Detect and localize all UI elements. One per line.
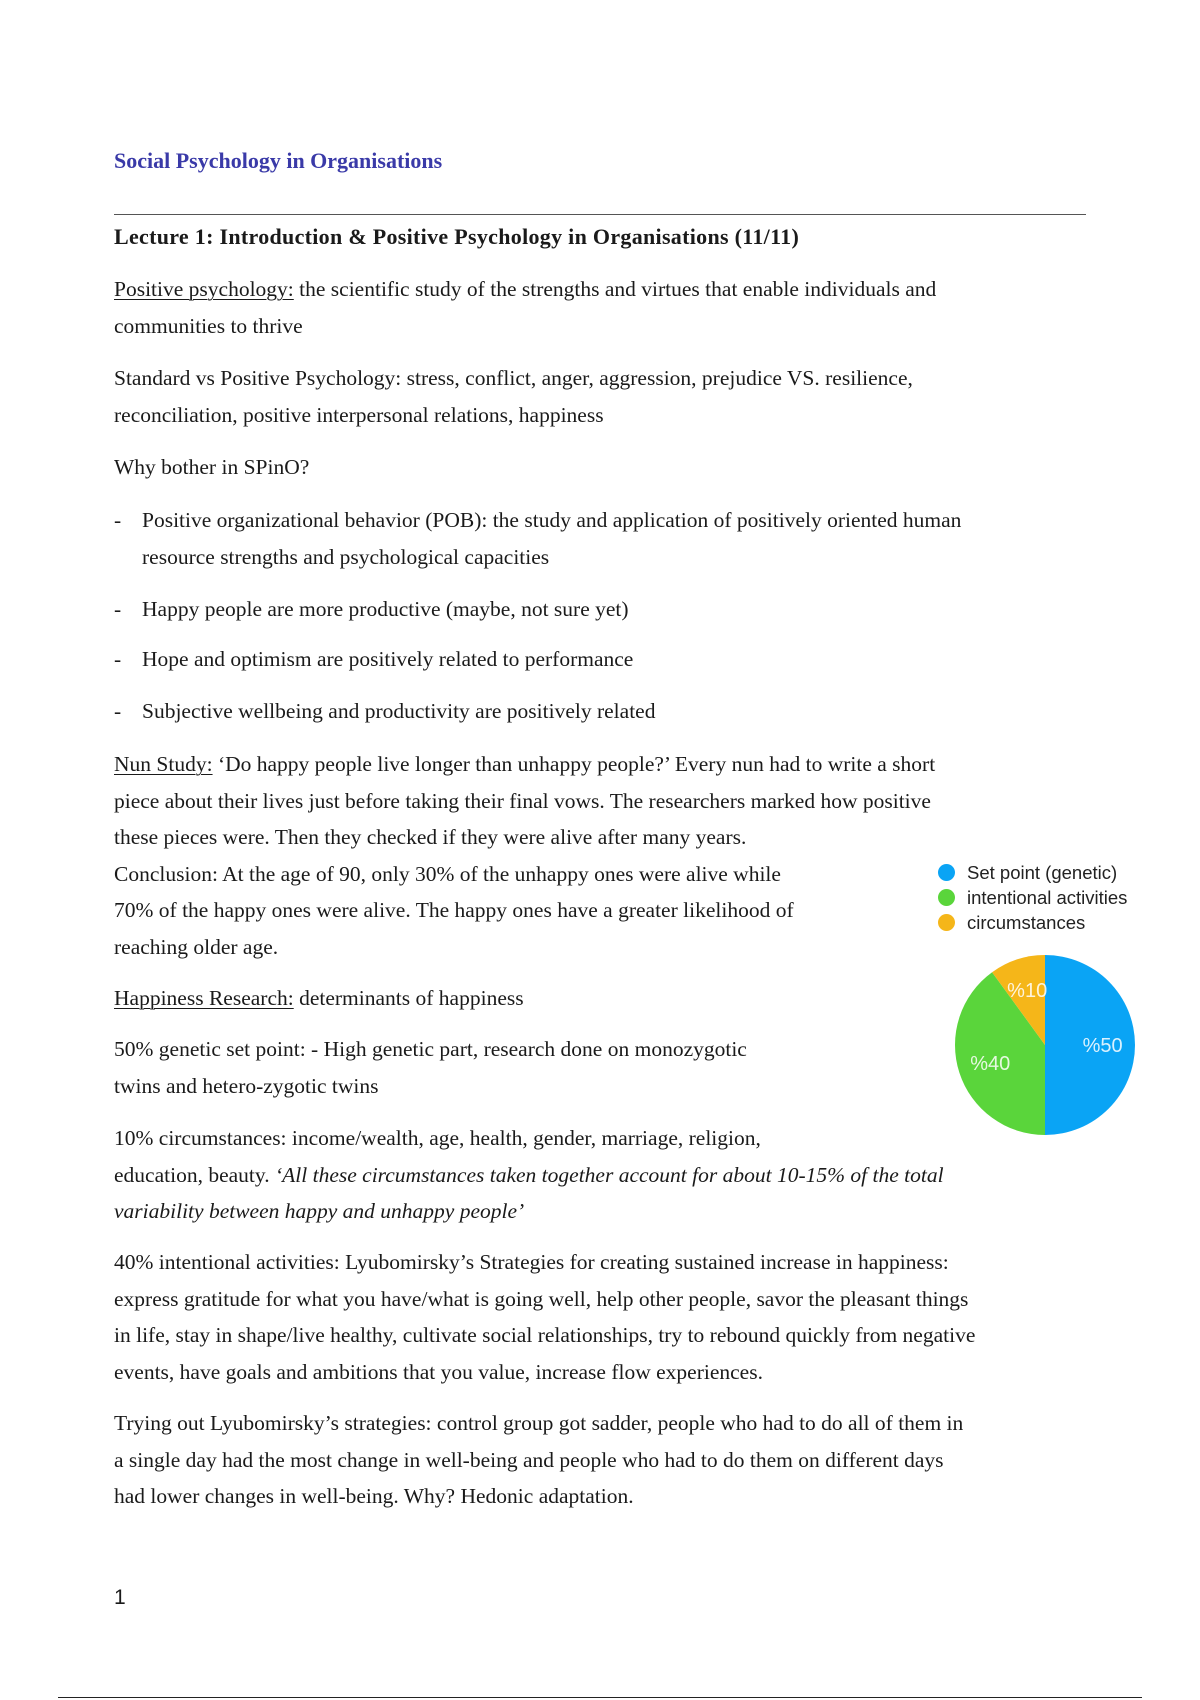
lecture-heading: Lecture 1: Introduction & Positive Psychology in Organisations (11/11) bbox=[114, 224, 800, 249]
trying-out-paragraph bbox=[114, 1405, 963, 1515]
happiness-pie-chart bbox=[950, 950, 1140, 1140]
pie-slice-label: %50 bbox=[1082, 1035, 1123, 1057]
legend-item bbox=[938, 860, 1127, 885]
positive-psychology-definition-cont: communities to thrive bbox=[114, 313, 303, 338]
intentional-activities-paragraph bbox=[114, 1244, 975, 1390]
legend-item bbox=[938, 910, 1127, 935]
bullet-text-line: Positive organizational behavior (POB): the study and application of positively oriented human bbox=[142, 508, 962, 532]
nun-study-line: these pieces were. Then they checked if they were alive after many years. bbox=[114, 825, 747, 849]
genetic-line: twins and hetero-zygotic twins bbox=[114, 1073, 379, 1098]
genetic-line: 50% genetic set point: - High genetic part, research done on monozygotic bbox=[114, 1037, 747, 1061]
bullet-dash: - bbox=[114, 647, 122, 671]
standard-vs-positive-paragraph bbox=[114, 360, 913, 433]
bullet-dash: - bbox=[114, 508, 122, 532]
positive-psychology-term: Positive psychology: bbox=[114, 277, 294, 301]
circumstances-line: 10% circumstances: income/wealth, age, health, gender, marriage, religion, bbox=[114, 1126, 761, 1150]
bullet-dash: - bbox=[114, 699, 122, 723]
legend-swatch bbox=[938, 889, 955, 906]
legend-label: circumstances bbox=[967, 911, 1086, 933]
positive-psychology-definition: the scientific study of the strengths and virtues that enable individuals and bbox=[293, 277, 937, 301]
standard-vs-positive-line: Standard vs Positive Psychology: stress, conflict, anger, aggression, prejudice VS. resilience, bbox=[114, 366, 913, 390]
legend-label: intentional activities bbox=[967, 886, 1128, 908]
page-number: 1 bbox=[114, 1586, 126, 1609]
course-title: Social Psychology in Organisations bbox=[114, 148, 443, 173]
nun-study-conclusion: Conclusion: At the age of 90, only 30% of the unhappy ones were alive while bbox=[114, 861, 781, 886]
list-item: Happy people are more productive (maybe, not sure yet) bbox=[142, 597, 629, 621]
pie-slice-label: %40 bbox=[970, 1052, 1011, 1075]
trying-out-line: had lower changes in well-being. Why? Hedonic adaptation. bbox=[114, 1484, 634, 1508]
legend-item bbox=[938, 885, 1127, 910]
list-item: Hope and optimism are positively related to performance bbox=[142, 647, 634, 671]
legend-swatch bbox=[938, 914, 955, 931]
intentional-line: express gratitude for what you have/what is going well, help other people, savor the pleasant things bbox=[114, 1286, 969, 1311]
trying-out-line: Trying out Lyubomirsky’s strategies: control group got sadder, people who had to do all of them in bbox=[114, 1411, 964, 1435]
pie-slice-label: %10 bbox=[1007, 980, 1048, 1003]
nun-study-conclusion: reaching older age. bbox=[114, 934, 279, 959]
circumstances-quote: ‘All these circumstances taken together account for about 10-15% of the total bbox=[275, 1162, 944, 1187]
circumstances-paragraph bbox=[114, 1120, 944, 1230]
bullet-dash: - bbox=[114, 597, 122, 621]
nun-study-paragraph bbox=[114, 746, 935, 965]
standard-vs-positive-line: reconciliation, positive interpersonal relations, happiness bbox=[114, 402, 604, 427]
happiness-research-term: Happiness Research: bbox=[114, 986, 294, 1010]
genetic-set-point-paragraph bbox=[114, 1031, 747, 1104]
legend-swatch bbox=[938, 864, 955, 881]
intentional-line: events, have goals and ambitions that you value, increase flow experiences. bbox=[114, 1359, 763, 1384]
legend-label: Set point (genetic) bbox=[967, 861, 1118, 883]
why-bother-heading: Why bother in SPinO? bbox=[114, 455, 310, 479]
list-item bbox=[142, 502, 961, 575]
circumstances-quote: variability between happy and unhappy people’ bbox=[114, 1199, 525, 1223]
nun-study-conclusion: 70% of the happy ones were alive. The happy ones have a greater likelihood of bbox=[114, 898, 794, 922]
happiness-research-paragraph bbox=[114, 980, 524, 1017]
positive-psychology-paragraph bbox=[114, 271, 936, 344]
happiness-research-text: determinants of happiness bbox=[293, 986, 524, 1010]
nun-study-term: Nun Study: bbox=[114, 752, 213, 776]
nun-study-line: ‘Do happy people live longer than unhappy people?’ Every nun had to write a short bbox=[212, 752, 936, 776]
footer-divider bbox=[58, 1697, 1142, 1698]
trying-out-line: a single day had the most change in well-being and people who had to do them on different days bbox=[114, 1447, 944, 1472]
intentional-line: 40% intentional activities: Lyubomirsky’s Strategies for creating sustained increase in happiness: bbox=[114, 1250, 949, 1274]
intentional-line: in life, stay in shape/live healthy, cultivate social relationships, try to rebound quickly from negative bbox=[114, 1323, 976, 1347]
list-item: Subjective wellbeing and productivity are positively related bbox=[142, 699, 656, 723]
pie-legend bbox=[938, 860, 1127, 935]
bullet-text-line: resource strengths and psychological capacities bbox=[142, 544, 550, 569]
header-divider bbox=[114, 214, 1086, 215]
circumstances-line: education, beauty. bbox=[114, 1162, 275, 1187]
nun-study-line: piece about their lives just before taking their final vows. The researchers marked how positive bbox=[114, 788, 931, 813]
